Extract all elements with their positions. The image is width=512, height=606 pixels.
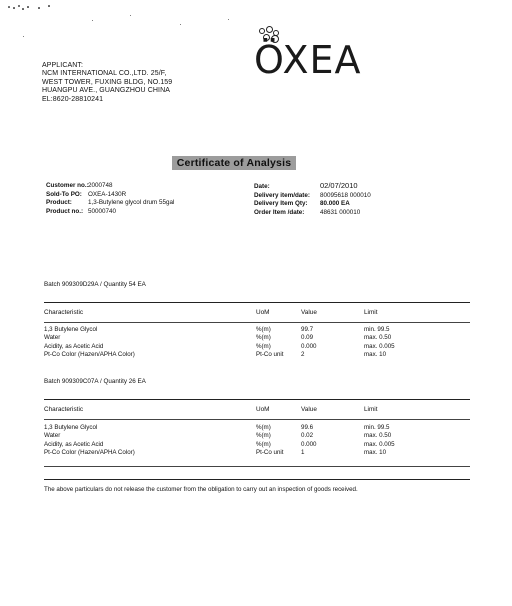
cell-uom: %(m)	[256, 440, 271, 448]
delivery-qty-value: 80.000 EA	[320, 200, 350, 208]
logo-bubble-icon	[259, 28, 265, 34]
cell-value: 0.000	[301, 342, 317, 350]
divider	[44, 322, 470, 323]
cell-characteristic: Acidity, as Acetic Acid	[44, 342, 104, 350]
date-value: 02/07/2010	[320, 181, 358, 190]
divider	[44, 479, 470, 480]
col-limit: Limit	[364, 406, 378, 413]
divider	[44, 466, 470, 467]
cell-limit: min. 99.5	[364, 424, 390, 431]
col-characteristic: Characteristic	[44, 309, 84, 316]
applicant-label: APPLICANT:	[42, 62, 84, 69]
results-table	[44, 424, 470, 458]
delivery-item-label: Delivery item/date:	[254, 191, 310, 199]
cell-uom: %(m)	[256, 334, 271, 342]
table-row	[44, 432, 470, 440]
cell-value: 1	[301, 449, 305, 457]
cell-uom: %(m)	[256, 342, 271, 350]
cell-limit: max. 0.50	[364, 432, 392, 440]
cell-limit: max. 0.005	[364, 342, 395, 350]
cell-limit: min. 99.5	[364, 326, 390, 333]
cell-value: 99.6	[301, 424, 314, 431]
cell-characteristic: Pt-Co Color (Hazen/APHA Color)	[44, 449, 135, 457]
applicant-line: WEST TOWER, FUXING BLDG, NO.159	[42, 78, 173, 86]
cell-limit: max. 0.005	[364, 440, 395, 448]
cell-characteristic: 1,3 Butylene Glycol	[44, 326, 98, 333]
cell-uom: %(m)	[256, 432, 271, 440]
delivery-qty-label: Delivery Item Qty:	[254, 200, 308, 208]
oxea-logo	[254, 30, 364, 82]
cell-value: 0.09	[301, 334, 314, 342]
divider	[44, 419, 470, 420]
table-row	[44, 334, 470, 342]
table-row	[44, 351, 470, 359]
applicant-line: NCM INTERNATIONAL CO.,LTD. 25/F,	[42, 70, 167, 78]
customer-no-value: 2000748	[88, 182, 113, 189]
product-label: Product:	[46, 199, 72, 207]
cell-uom: %(m)	[256, 326, 271, 333]
product-no-label: Product no.:	[46, 208, 84, 216]
date-label: Date:	[254, 183, 270, 190]
order-info-right	[254, 182, 371, 218]
applicant-line: HUANGPU AVE., GUANGZHOU CHINA	[42, 87, 171, 95]
cell-value: 0.000	[301, 440, 317, 448]
product-no-value: 50000740	[88, 208, 117, 216]
order-item-label: Order Item /date:	[254, 209, 305, 217]
customer-no-label: Customer no.:	[46, 182, 89, 189]
cell-characteristic: Pt-Co Color (Hazen/APHA Color)	[44, 351, 135, 359]
divider	[44, 399, 470, 400]
logo-wordmark: ÖXEA	[254, 38, 362, 82]
col-value: Value	[301, 309, 317, 316]
batch-label: Batch 909309C07A / Quantity 26 EA	[44, 378, 146, 385]
col-value: Value	[301, 406, 317, 413]
batch-label: Batch 909309D29A / Quantity 54 EA	[44, 281, 146, 288]
col-uom: UoM	[256, 309, 270, 316]
disclaimer-note: The above particulars do not release the customer from the obligation to carry out an inspection of goods received.	[44, 486, 358, 493]
cell-uom: Pt-Co unit	[256, 351, 284, 359]
cell-characteristic: Water	[44, 432, 61, 440]
document-title: Certificate of Analysis	[172, 156, 296, 170]
order-item-value: 48631 000010	[320, 209, 361, 217]
cell-uom: %(m)	[256, 424, 271, 431]
cell-limit: max. 10	[364, 351, 387, 359]
table-row	[44, 449, 470, 457]
cell-characteristic: 1,3 Butylene Glycol	[44, 424, 98, 431]
cell-characteristic: Water	[44, 334, 61, 342]
cell-limit: max. 10	[364, 449, 387, 457]
applicant-block	[42, 62, 172, 104]
cell-value: 2	[301, 351, 305, 359]
divider	[44, 302, 470, 303]
col-limit: Limit	[364, 309, 378, 316]
table-row	[44, 424, 470, 432]
table-row	[44, 441, 470, 449]
cell-uom: Pt-Co unit	[256, 449, 284, 457]
table-row	[44, 326, 470, 334]
results-table	[44, 326, 470, 360]
sold-to-po-label: Sold-To PO:	[46, 190, 82, 198]
col-uom: UoM	[256, 406, 270, 413]
col-characteristic: Characteristic	[44, 406, 84, 413]
cell-value: 0.02	[301, 432, 314, 440]
cell-characteristic: Acidity, as Acetic Acid	[44, 440, 104, 448]
table-row	[44, 343, 470, 351]
delivery-item-value: 80095618 000010	[320, 191, 371, 199]
order-info-left	[46, 182, 174, 217]
applicant-line: EL:8620-28810241	[42, 95, 104, 103]
cell-value: 99.7	[301, 326, 314, 333]
sold-to-po-value: OXEA-1430R	[88, 190, 127, 198]
cell-limit: max. 0.50	[364, 334, 392, 342]
product-value: 1,3-Butylene glycol drum 55gal	[88, 199, 175, 207]
logo-bubble-icon	[266, 26, 273, 33]
